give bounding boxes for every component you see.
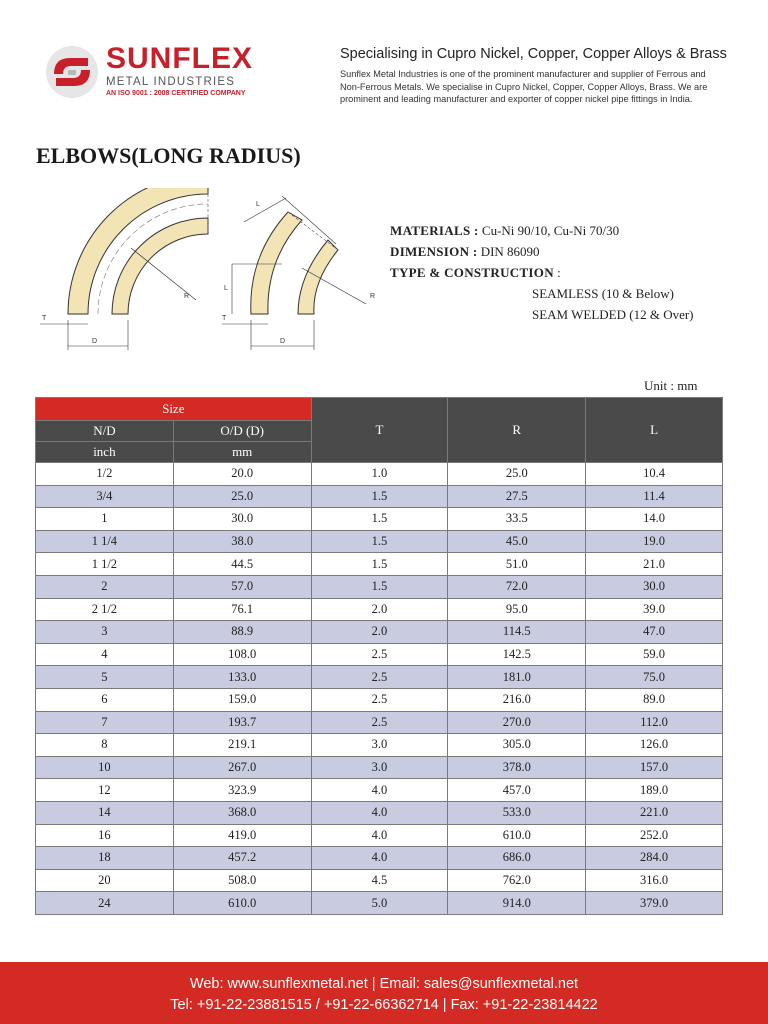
cell-od: 108.0: [173, 643, 311, 666]
cell-r: 181.0: [448, 666, 586, 689]
cell-nd: 8: [36, 734, 174, 757]
cell-t: 2.0: [311, 598, 448, 621]
od-header: O/D (D): [173, 421, 311, 442]
cell-t: 4.0: [311, 824, 448, 847]
cell-od: 508.0: [173, 869, 311, 892]
cell-od: 267.0: [173, 756, 311, 779]
cell-t: 4.5: [311, 869, 448, 892]
cell-od: 44.5: [173, 553, 311, 576]
cell-l: 189.0: [586, 779, 723, 802]
cell-nd: 18: [36, 847, 174, 870]
cell-od: 193.7: [173, 711, 311, 734]
elbow-45-drawing: [222, 196, 366, 350]
cell-od: 219.1: [173, 734, 311, 757]
nd-header: N/D: [36, 421, 174, 442]
cell-t: 1.5: [311, 530, 448, 553]
elbow-diagrams: [36, 188, 376, 363]
cell-l: 75.0: [586, 666, 723, 689]
cell-r: 72.0: [448, 575, 586, 598]
sunflex-logo-icon: [44, 44, 100, 100]
diagram-label-r-45: R: [370, 293, 376, 300]
cell-nd: 1 1/2: [36, 553, 174, 576]
diagram-label-t: T: [42, 315, 47, 322]
cell-r: 51.0: [448, 553, 586, 576]
cell-l: 157.0: [586, 756, 723, 779]
table-row: [36, 575, 723, 598]
cell-l: 47.0: [586, 621, 723, 644]
table-row: [36, 508, 723, 531]
cell-nd: 7: [36, 711, 174, 734]
od-unit: mm: [173, 442, 311, 463]
cell-l: 379.0: [586, 892, 723, 915]
cell-od: 610.0: [173, 892, 311, 915]
cell-l: 14.0: [586, 508, 723, 531]
cell-l: 89.0: [586, 688, 723, 711]
cell-nd: 3/4: [36, 485, 174, 508]
table-row: [36, 621, 723, 644]
cell-od: 57.0: [173, 575, 311, 598]
cell-nd: 20: [36, 869, 174, 892]
dimension-value: DIN 86090: [480, 244, 540, 259]
cell-t: 1.0: [311, 463, 448, 486]
cell-od: 20.0: [173, 463, 311, 486]
dimensions-table: [35, 397, 723, 915]
diagram-label-r: R: [184, 293, 190, 300]
cell-nd: 2: [36, 575, 174, 598]
cell-nd: 3: [36, 621, 174, 644]
cell-r: 25.0: [448, 463, 586, 486]
cell-od: 88.9: [173, 621, 311, 644]
cell-l: 39.0: [586, 598, 723, 621]
table-row: [36, 801, 723, 824]
cell-od: 30.0: [173, 508, 311, 531]
cell-r: 27.5: [448, 485, 586, 508]
table-row: [36, 598, 723, 621]
cell-nd: 16: [36, 824, 174, 847]
table-row: [36, 892, 723, 915]
company-intro: Sunflex Metal Industries is one of the prominent manufacturer and supplier of Ferrous and Non-Ferrous Metals. We specialise in Cupro Nickel, Copper, Copper Alloys, Brass. We are prominent and leading manufacturer and exporter of copper nickel pipe fittings in India.: [340, 69, 708, 104]
cell-od: 323.9: [173, 779, 311, 802]
cell-l: 21.0: [586, 553, 723, 576]
table-row: [36, 711, 723, 734]
footer-web-email: Web: www.sunflexmetal.net | Email: sales@sunflexmetal.net: [189, 976, 579, 992]
cell-t: 5.0: [311, 892, 448, 915]
cell-r: 914.0: [448, 892, 586, 915]
cell-nd: 1 1/4: [36, 530, 174, 553]
cell-t: 1.5: [311, 485, 448, 508]
dimension-row: [390, 241, 694, 262]
tagline: Specialising in Cupro Nickel, Copper, Copper Alloys & Brass: [340, 46, 727, 62]
brand-subtitle: METAL INDUSTRIES: [106, 76, 236, 88]
cell-r: 95.0: [448, 598, 586, 621]
size-header: Size: [36, 398, 312, 421]
cell-r: 533.0: [448, 801, 586, 824]
cell-t: 2.5: [311, 688, 448, 711]
cell-nd: 1: [36, 508, 174, 531]
r-header: R: [448, 398, 586, 463]
diagram-label-d: D: [92, 338, 98, 345]
cell-r: 216.0: [448, 688, 586, 711]
table-row: [36, 463, 723, 486]
cell-l: 10.4: [586, 463, 723, 486]
elbow-90-drawing: [40, 188, 208, 350]
diagram-label-t-45: T: [222, 315, 227, 322]
nd-unit: inch: [36, 442, 174, 463]
cell-nd: 1/2: [36, 463, 174, 486]
cell-r: 33.5: [448, 508, 586, 531]
cell-nd: 2 1/2: [36, 598, 174, 621]
diagram-label-l-vertical: L: [224, 285, 228, 292]
cell-t: 3.0: [311, 756, 448, 779]
cell-l: 59.0: [586, 643, 723, 666]
certification-text: AN ISO 9001 : 2008 CERTIFIED COMPANY: [106, 90, 246, 97]
cell-t: 1.5: [311, 575, 448, 598]
construction-seamless: SEAMLESS (10 & Below): [532, 286, 674, 301]
footer-phone-fax: Tel: +91-22-23881515 / +91-22-66362714 | Fax: +91-22-23814422: [170, 997, 598, 1013]
cell-l: 316.0: [586, 869, 723, 892]
company-logo: [44, 40, 264, 110]
cell-od: 133.0: [173, 666, 311, 689]
table-row: [36, 643, 723, 666]
t-header: T: [311, 398, 448, 463]
cell-od: 419.0: [173, 824, 311, 847]
cell-od: 159.0: [173, 688, 311, 711]
table-row: [36, 734, 723, 757]
construction-seam-welded: SEAM WELDED (12 & Over): [532, 307, 694, 322]
l-header: L: [586, 398, 723, 463]
cell-t: 4.0: [311, 801, 448, 824]
cell-r: 305.0: [448, 734, 586, 757]
cell-r: 114.5: [448, 621, 586, 644]
table-row: [36, 688, 723, 711]
cell-t: 2.5: [311, 666, 448, 689]
cell-r: 457.0: [448, 779, 586, 802]
cell-od: 368.0: [173, 801, 311, 824]
cell-t: 4.0: [311, 847, 448, 870]
cell-nd: 10: [36, 756, 174, 779]
type-colon: :: [553, 265, 561, 280]
cell-od: 25.0: [173, 485, 311, 508]
cell-r: 762.0: [448, 869, 586, 892]
diagram-label-l-angled: L: [256, 201, 260, 208]
type-row: [390, 262, 694, 283]
cell-r: 686.0: [448, 847, 586, 870]
cell-t: 2.5: [311, 643, 448, 666]
cell-nd: 12: [36, 779, 174, 802]
cell-nd: 14: [36, 801, 174, 824]
table-row: [36, 756, 723, 779]
cell-l: 30.0: [586, 575, 723, 598]
type-label: TYPE & CONSTRUCTION: [390, 265, 554, 280]
materials-label: MATERIALS :: [390, 223, 479, 238]
cell-nd: 4: [36, 643, 174, 666]
brand-name: SUNFLEX: [106, 42, 254, 75]
cell-t: 2.0: [311, 621, 448, 644]
table-body: [36, 463, 723, 915]
materials-value: Cu-Ni 90/10, Cu-Ni 70/30: [481, 223, 620, 238]
cell-t: 1.5: [311, 508, 448, 531]
table-row: [36, 779, 723, 802]
cell-l: 112.0: [586, 711, 723, 734]
cell-t: 4.0: [311, 779, 448, 802]
table-row: [36, 530, 723, 553]
cell-nd: 5: [36, 666, 174, 689]
cell-l: 252.0: [586, 824, 723, 847]
cell-r: 270.0: [448, 711, 586, 734]
cell-od: 457.2: [173, 847, 311, 870]
dimension-label: DIMENSION :: [390, 244, 478, 259]
diagram-label-d-45: D: [280, 338, 286, 345]
cell-t: 1.5: [311, 553, 448, 576]
table-row: [36, 553, 723, 576]
cell-r: 378.0: [448, 756, 586, 779]
cell-r: 45.0: [448, 530, 586, 553]
cell-l: 284.0: [586, 847, 723, 870]
cell-od: 76.1: [173, 598, 311, 621]
table-header-row: [36, 398, 723, 421]
specifications: [390, 220, 694, 325]
cell-l: 19.0: [586, 530, 723, 553]
contact-footer: [0, 962, 768, 1024]
page-title: ELBOWS(LONG RADIUS): [36, 143, 301, 168]
unit-note: Unit : mm: [644, 378, 698, 393]
table-row: [36, 869, 723, 892]
cell-l: 11.4: [586, 485, 723, 508]
cell-nd: 24: [36, 892, 174, 915]
table-row: [36, 666, 723, 689]
cell-nd: 6: [36, 688, 174, 711]
cell-t: 2.5: [311, 711, 448, 734]
page-header: [0, 0, 768, 120]
table-row: [36, 847, 723, 870]
cell-t: 3.0: [311, 734, 448, 757]
cell-od: 38.0: [173, 530, 311, 553]
cell-l: 221.0: [586, 801, 723, 824]
cell-l: 126.0: [586, 734, 723, 757]
table-row: [36, 824, 723, 847]
table-row: [36, 485, 723, 508]
materials-row: [390, 220, 694, 241]
cell-r: 610.0: [448, 824, 586, 847]
cell-r: 142.5: [448, 643, 586, 666]
